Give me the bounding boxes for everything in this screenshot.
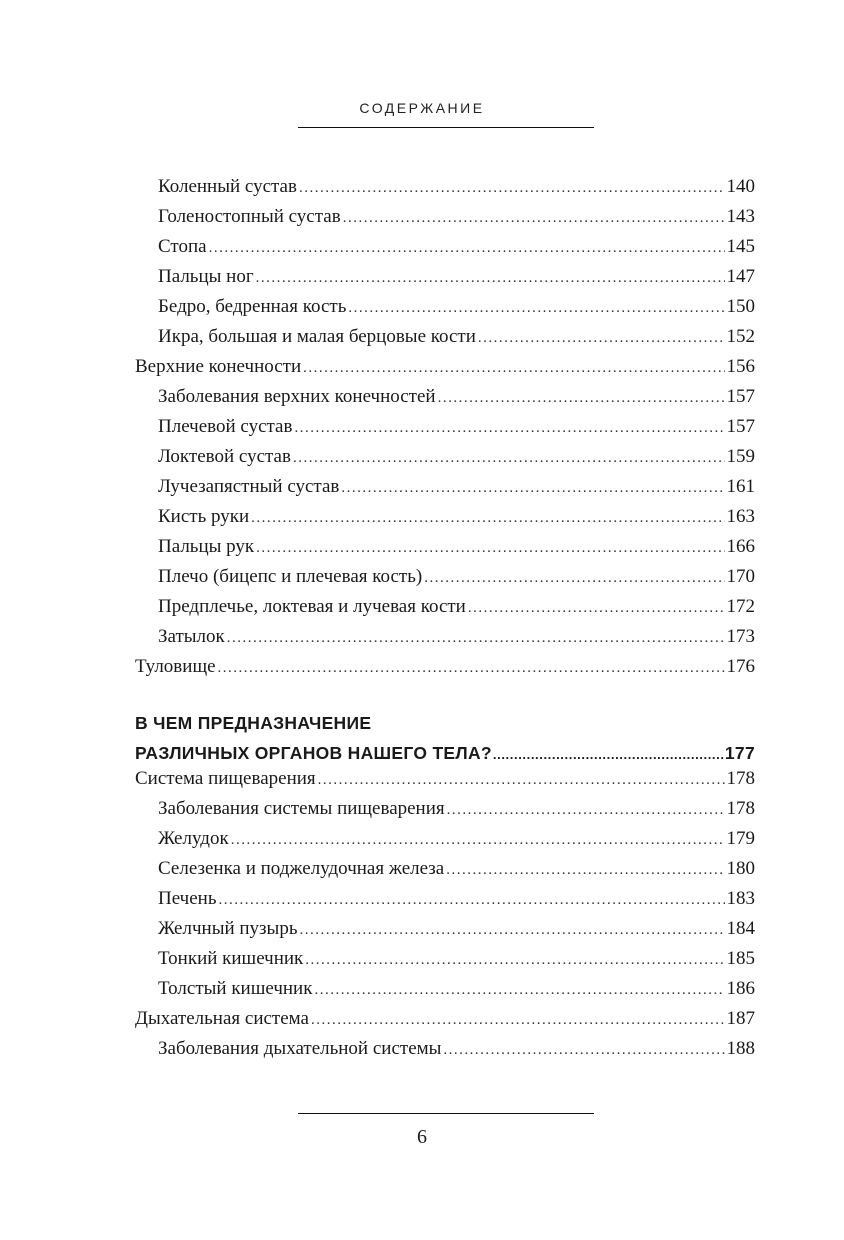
toc-entry-page: 143 [726, 206, 755, 227]
toc-entry[interactable] [158, 262, 755, 292]
dot-leader [318, 765, 725, 795]
toc-entry-page: 145 [726, 236, 755, 257]
toc-entry[interactable] [158, 202, 755, 232]
toc-entry-page: 161 [726, 476, 755, 497]
dot-leader [219, 885, 725, 915]
toc-entry-title: Туловище [135, 656, 216, 677]
toc-entry-page: 178 [726, 768, 755, 789]
toc-entry[interactable] [158, 854, 755, 884]
toc-entry[interactable] [135, 352, 755, 382]
toc-entry-page: 159 [726, 446, 755, 467]
running-head-title: СОДЕРЖАНИЕ [359, 100, 485, 116]
toc-entry-page: 157 [726, 386, 755, 407]
toc-entry-page: 147 [726, 266, 755, 287]
section-heading-title: РАЗЛИЧНЫХ ОРГАНОВ НАШЕГО ТЕЛА? [135, 743, 492, 763]
toc-entry-page: 163 [726, 506, 755, 527]
dot-leader [478, 323, 725, 353]
toc-entry[interactable] [135, 652, 755, 682]
toc-entry-title: Желчный пузырь [158, 918, 298, 939]
toc-entry-page: 156 [726, 356, 755, 377]
dot-leader [303, 353, 724, 383]
toc-entry-title: Верхние конечности [135, 356, 302, 377]
dot-leader [305, 945, 724, 975]
toc-entry-title: Печень [158, 888, 217, 909]
dot-leader [218, 653, 725, 683]
dot-leader [251, 503, 724, 533]
dot-leader [256, 263, 725, 293]
dot-leader [231, 825, 725, 855]
dot-leader [314, 975, 724, 1005]
toc-entry-title: Заболевания верхних конечностей [158, 386, 436, 407]
toc-entry[interactable] [158, 794, 755, 824]
toc-entry-page: 173 [726, 626, 755, 647]
toc-entry[interactable] [158, 502, 755, 532]
toc-entry[interactable] [158, 292, 755, 322]
toc-entry-page: 166 [726, 536, 755, 557]
toc-entry-title: Заболевания дыхательной системы [158, 1038, 442, 1059]
dot-leader [343, 203, 725, 233]
dot-leader [446, 855, 724, 885]
dot-leader [227, 623, 725, 653]
dot-leader [348, 293, 724, 323]
toc-entry-title: Плечо (бицепс и плечевая кость) [158, 566, 423, 587]
footer-rule [298, 1113, 594, 1114]
dot-leader [294, 413, 724, 443]
section-heading-page: 177 [724, 743, 755, 763]
toc-entry-page: 170 [726, 566, 755, 587]
toc-entry[interactable] [158, 172, 755, 202]
toc-entry-title: Предплечье, локтевая и лучевая кости [158, 596, 466, 617]
toc-entry[interactable] [158, 944, 755, 974]
toc-entry[interactable] [158, 412, 755, 442]
toc-entry[interactable] [135, 1004, 755, 1034]
toc-entry-title: Толстый кишечник [158, 978, 313, 999]
dot-leader [447, 795, 725, 825]
toc-entry-title: Кисть руки [158, 506, 250, 527]
toc-entry-title: Икра, большая и малая берцовые кости [158, 326, 476, 347]
toc-entry-page: 185 [726, 948, 755, 969]
toc-entry-page: 150 [726, 296, 755, 317]
dot-leader [311, 1005, 725, 1035]
dot-leader [341, 473, 724, 503]
toc-entry[interactable] [158, 884, 755, 914]
toc-entry-title: Селезенка и поджелудочная железа [158, 858, 445, 879]
toc-entry-page: 176 [726, 656, 755, 677]
toc-entry-page: 183 [726, 888, 755, 909]
toc-entry-page: 186 [726, 978, 755, 999]
toc-entry-title: Лучезапястный сустав [158, 476, 340, 497]
toc-entry-title: Заболевания системы пищеварения [158, 798, 445, 819]
toc-entry-title: Коленный сустав [158, 176, 297, 197]
dot-leader [209, 233, 725, 263]
toc-entry-title: Пальцы ног [158, 266, 254, 287]
toc-entry-title: Локтевой сустав [158, 446, 291, 467]
toc-entry-title: Затылок [158, 626, 225, 647]
toc-entry-title: Тонкий кишечник [158, 948, 304, 969]
toc-entry[interactable] [158, 532, 755, 562]
toc-entry-page: 172 [726, 596, 755, 617]
toc-entry[interactable] [158, 322, 755, 352]
page-number: 6 [417, 1126, 427, 1148]
toc-entry-page: 140 [726, 176, 755, 197]
toc-entry-title: Желудок [158, 828, 229, 849]
dot-leader [424, 563, 724, 593]
toc-entry-page: 152 [726, 326, 755, 347]
toc-entry[interactable] [135, 764, 755, 794]
toc-entry-page: 184 [726, 918, 755, 939]
toc-entry[interactable] [158, 442, 755, 472]
dot-leader [299, 173, 725, 203]
dot-leader [256, 533, 724, 563]
toc-entry[interactable] [158, 1034, 755, 1064]
toc-entry[interactable] [158, 974, 755, 1004]
toc-entry[interactable] [158, 562, 755, 592]
toc-entry-page: 157 [726, 416, 755, 437]
toc-entry[interactable] [158, 592, 755, 622]
toc-entry-title: Стопа [158, 236, 207, 257]
toc-entry-title: Пальцы рук [158, 536, 255, 557]
dot-leader [443, 1035, 724, 1065]
dot-leader [293, 443, 725, 473]
toc-entry-page: 178 [726, 798, 755, 819]
toc-entry-title: Плечевой сустав [158, 416, 293, 437]
toc-entry-title: Голеностопный сустав [158, 206, 341, 227]
header-rule [298, 127, 594, 128]
toc-entry[interactable] [158, 382, 755, 412]
toc-entry[interactable] [158, 472, 755, 502]
dot-leader [438, 383, 725, 413]
toc-entry-page: 188 [726, 1038, 755, 1059]
toc-entry[interactable] [158, 232, 755, 262]
toc-entry-page: 187 [726, 1008, 755, 1029]
dot-leader [468, 593, 725, 623]
toc-entry-page: 180 [726, 858, 755, 879]
toc-entry[interactable] [158, 622, 755, 652]
toc-entry-page: 179 [726, 828, 755, 849]
toc-entry[interactable] [158, 824, 755, 854]
toc-entry-title: Дыхательная система [135, 1008, 309, 1029]
toc-entry-title: Система пищеварения [135, 768, 316, 789]
toc-entry[interactable] [158, 914, 755, 944]
toc-entry-title: Бедро, бедренная кость [158, 296, 347, 317]
dot-leader [300, 915, 725, 945]
section-heading-line1: В ЧЕМ ПРЕДНАЗНАЧЕНИЕ [135, 713, 372, 733]
